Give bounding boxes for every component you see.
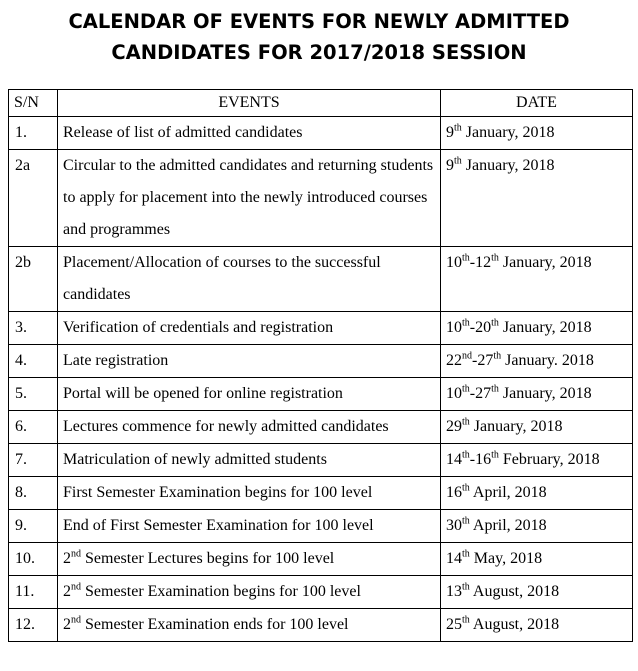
table-row	[9, 543, 633, 576]
date-day-start-suffix: th	[454, 122, 462, 134]
event-text: Verification of credentials and registration	[63, 319, 334, 336]
date-day-end-suffix: th	[491, 383, 499, 395]
date-day-start: 10	[446, 254, 462, 271]
event-ordinal: 2	[63, 616, 71, 633]
date-month-year: August, 2018	[469, 583, 560, 600]
row-event	[58, 444, 441, 477]
row-sn: 4.	[9, 345, 58, 378]
table-row	[9, 312, 633, 345]
event-text: Late registration	[63, 352, 169, 369]
row-date	[441, 117, 633, 150]
row-date	[441, 609, 633, 642]
date-day-start-suffix: th	[462, 614, 470, 626]
event-ordinal: 2	[63, 583, 71, 600]
event-text: Lectures commence for newly admitted candidates	[63, 418, 389, 435]
table-row	[9, 411, 633, 444]
row-sn: 9.	[9, 510, 58, 543]
row-event	[58, 411, 441, 444]
row-sn: 12.	[9, 609, 58, 642]
date-day-start-suffix: th	[462, 548, 470, 560]
date-month-year: February, 2018	[498, 451, 600, 468]
date-day-start-suffix: th	[462, 252, 470, 264]
row-date	[441, 444, 633, 477]
event-text: Semester Lectures begins for 100 level	[81, 550, 335, 567]
event-ordinal-suffix: nd	[71, 614, 81, 626]
row-date	[441, 247, 633, 312]
date-day-start: 25	[446, 616, 462, 633]
row-sn: 1.	[9, 117, 58, 150]
event-text: Portal will be opened for online registration	[63, 385, 343, 402]
date-day-end: -12	[469, 254, 492, 271]
row-event	[58, 477, 441, 510]
table-row	[9, 345, 633, 378]
row-event	[58, 117, 441, 150]
event-text: Placement/Allocation of courses to the successful candidates	[63, 254, 381, 303]
event-text: Release of list of admitted candidates	[63, 124, 303, 141]
table-row	[9, 247, 633, 312]
row-date	[441, 150, 633, 247]
events-table	[8, 89, 633, 642]
date-month-year: January, 2018	[498, 254, 592, 271]
row-date	[441, 345, 633, 378]
document-title	[0, 6, 638, 68]
date-day-start-suffix: th	[462, 383, 470, 395]
date-day-start: 29	[446, 418, 462, 435]
date-day-start-suffix: th	[462, 581, 470, 593]
date-month-year: January, 2018	[498, 319, 592, 336]
row-date	[441, 510, 633, 543]
table-body	[9, 117, 633, 642]
date-day-start: 30	[446, 517, 462, 534]
date-day-start: 14	[446, 451, 462, 468]
date-month-year: January, 2018	[461, 124, 555, 141]
event-text: Matriculation of newly admitted students	[63, 451, 327, 468]
table-row	[9, 576, 633, 609]
header-date: DATE	[441, 90, 633, 117]
table-header-row	[9, 90, 633, 117]
row-event	[58, 576, 441, 609]
row-date	[441, 576, 633, 609]
title-line-1: CALENDAR OF EVENTS FOR NEWLY ADMITTED	[68, 10, 570, 33]
date-month-year: May, 2018	[469, 550, 543, 567]
date-day-start: 16	[446, 484, 462, 501]
row-event	[58, 312, 441, 345]
row-event	[58, 609, 441, 642]
event-text: Semester Examination ends for 100 level	[81, 616, 349, 633]
date-day-start: 10	[446, 385, 462, 402]
table-row	[9, 510, 633, 543]
row-date	[441, 543, 633, 576]
row-date	[441, 312, 633, 345]
row-date	[441, 477, 633, 510]
date-day-end: -20	[469, 319, 492, 336]
event-text: Semester Examination begins for 100 level	[81, 583, 361, 600]
row-sn: 3.	[9, 312, 58, 345]
row-event	[58, 150, 441, 247]
row-sn: 10.	[9, 543, 58, 576]
row-event	[58, 510, 441, 543]
date-day-start-suffix: th	[462, 515, 470, 527]
date-month-year: January, 2018	[469, 418, 563, 435]
event-ordinal-suffix: nd	[71, 548, 81, 560]
date-month-year: January, 2018	[498, 385, 592, 402]
date-day-start: 9	[446, 157, 454, 174]
table-row	[9, 378, 633, 411]
date-day-start-suffix: th	[462, 416, 470, 428]
event-ordinal: 2	[63, 550, 71, 567]
date-day-start-suffix: th	[454, 155, 462, 167]
row-sn: 2b	[9, 247, 58, 312]
event-text: End of First Semester Examination for 100 level	[63, 517, 374, 534]
date-month-year: April, 2018	[469, 484, 547, 501]
row-sn: 8.	[9, 477, 58, 510]
date-day-start: 22	[446, 352, 462, 369]
row-event	[58, 345, 441, 378]
date-day-start: 9	[446, 124, 454, 141]
row-sn: 7.	[9, 444, 58, 477]
row-event	[58, 378, 441, 411]
date-month-year: January. 2018	[501, 352, 594, 369]
row-sn: 5.	[9, 378, 58, 411]
table-row	[9, 444, 633, 477]
row-date	[441, 411, 633, 444]
row-sn: 6.	[9, 411, 58, 444]
event-text: Circular to the admitted candidates and returning students to apply for placement into the newly introduced courses and programmes	[63, 157, 434, 238]
date-month-year: April, 2018	[469, 517, 547, 534]
table-row	[9, 150, 633, 247]
date-day-end: -16	[469, 451, 492, 468]
event-text: First Semester Examination begins for 100 level	[63, 484, 373, 501]
date-day-start-suffix: th	[462, 449, 470, 461]
row-sn: 2a	[9, 150, 58, 247]
row-event	[58, 543, 441, 576]
date-day-end: -27	[472, 352, 494, 369]
date-day-end-suffix: th	[493, 350, 502, 362]
date-day-start: 14	[446, 550, 462, 567]
date-day-end-suffix: th	[491, 317, 499, 329]
event-ordinal-suffix: nd	[71, 581, 81, 593]
date-day-end-suffix: th	[491, 252, 499, 264]
date-day-start-suffix: th	[462, 317, 470, 329]
date-day-start: 13	[446, 583, 462, 600]
row-date	[441, 378, 633, 411]
table-row	[9, 477, 633, 510]
date-month-year: January, 2018	[461, 157, 555, 174]
title-line-2: CANDIDATES FOR 2017/2018 SESSION	[111, 41, 527, 64]
table-row	[9, 609, 633, 642]
date-month-year: August, 2018	[469, 616, 560, 633]
date-day-start-suffix: nd	[462, 350, 472, 362]
date-day-start-suffix: th	[462, 482, 470, 494]
row-sn: 11.	[9, 576, 58, 609]
date-day-end-suffix: th	[491, 449, 499, 461]
row-event	[58, 247, 441, 312]
date-day-start: 10	[446, 319, 462, 336]
table-row	[9, 117, 633, 150]
header-sn: S/N	[9, 90, 58, 117]
header-events: EVENTS	[58, 90, 441, 117]
date-day-end: -27	[469, 385, 492, 402]
